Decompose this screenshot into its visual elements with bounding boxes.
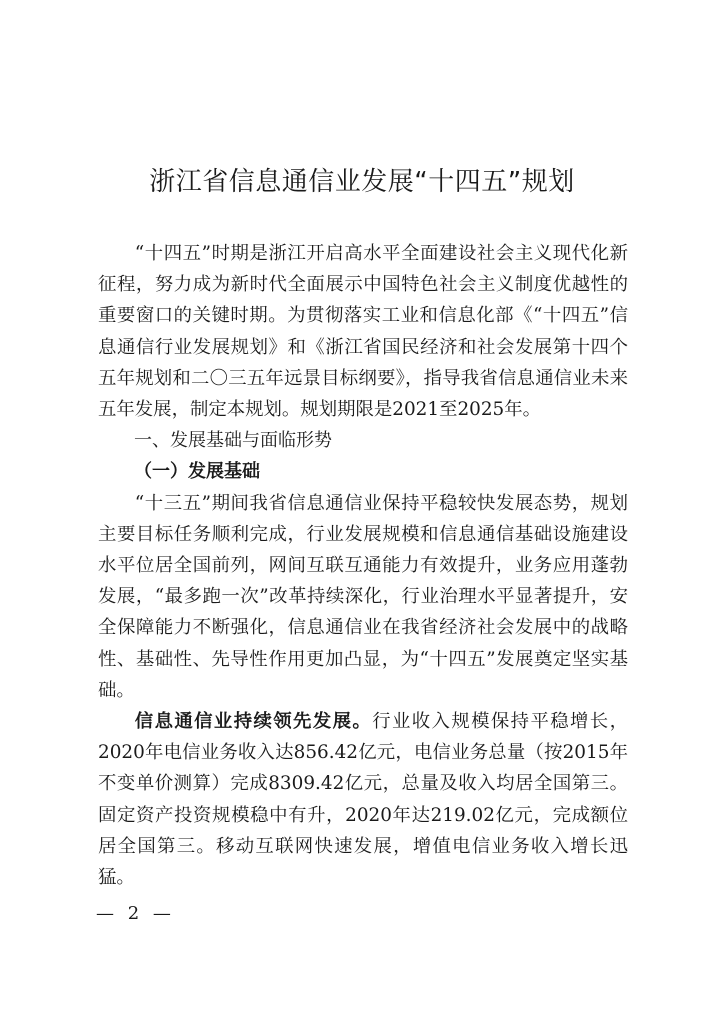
lead-bold-phrase: 信息通信业持续领先发展。 — [134, 711, 373, 733]
subsection-heading: （一）发展基础 — [134, 461, 260, 483]
lead-paragraph — [98, 706, 628, 893]
section-heading: 一、发展基础与面临形势 — [134, 430, 332, 452]
document-title: 浙江省信息通信业发展“十四五”规划 — [149, 167, 575, 197]
intro-paragraph: “十四五”时期是浙江开启高水平全面建设社会主义现代化新征程，努力成为新时代全面展示中国特色社会主义制度优越性的重要窗口的关键时期。为贯彻落实工业和信息化部《“十四五”信息通信行业发展规划》和《浙江省国民经济和社会发展第十四个五年规划和二〇三五年远景目标纲要》，指导我省信息通信业未来五年发展，制定本规划。规划期限是2021至2025年。 — [98, 243, 628, 421]
foundation-paragraph: “十三五”期间我省信息通信业保持平稳较快发展态势，规划主要目标任务顺利完成，行业发展规模和信息通信基础设施建设水平位居全国前列，网间互联互通能力有效提升，业务应用蓬勃发展，“最多跑一次”改革持续深化，行业治理水平显著提升，安全保障能力不断强化，信息通信业在我省经济社会发展中的战略性、基础性、先导性作用更加凸显，为“十四五”发展奠定坚实基础。 — [98, 492, 628, 701]
page-number: — 2 — — [96, 903, 175, 924]
document-body — [98, 238, 628, 893]
lead-paragraph-text: 行业收入规模保持平稳增长，2020年电信业务收入达856.42亿元，电信业务总量（按2015年不变单价测算）完成8309.42亿元，总量及收入均居全国第三。固定资产投资规模稳中有升，2020年达219.02亿元，完成额位居全国第三。移动互联网快速发展，增值电信业务收入增长迅猛。 — [98, 711, 628, 889]
